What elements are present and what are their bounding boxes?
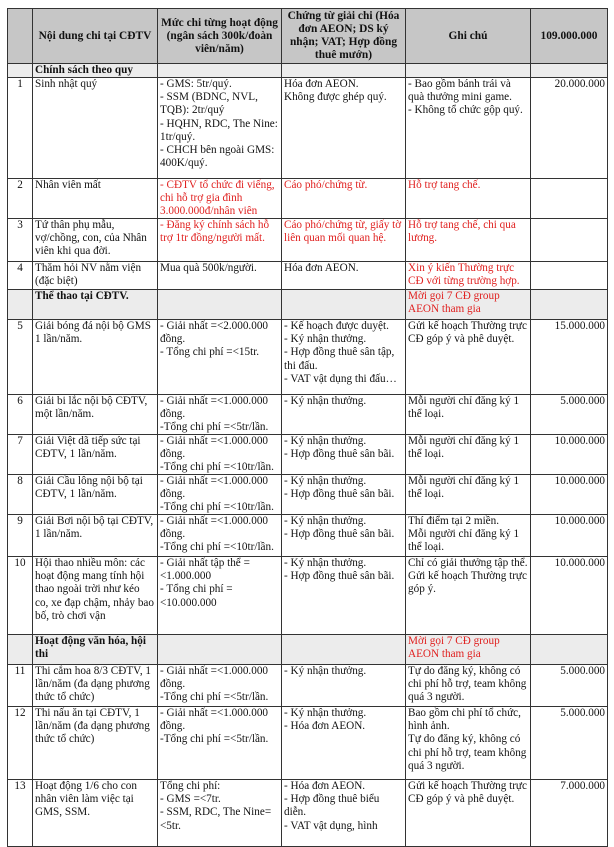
row-note: Gửi kế hoạch Thường trực CĐ góp ý và phê duyệt. bbox=[406, 780, 531, 847]
row-documents: Cáo phó/chứng từ, giấy tờ liên quan mối quan hệ. bbox=[282, 219, 406, 262]
table-row bbox=[8, 395, 608, 435]
row-level: - Giải nhất =<2.000.000 đồng. - Tổng chi phí =<15tr. bbox=[158, 320, 282, 395]
row-stt: 1 bbox=[8, 78, 33, 179]
section-row bbox=[8, 290, 608, 320]
row-level: - Giải nhất =<1.000.000 đồng. -Tổng chi phí =<10tr/lần. bbox=[158, 475, 282, 515]
table-row bbox=[8, 179, 608, 219]
header-row bbox=[8, 9, 608, 64]
row-amount: 7.000.000 bbox=[531, 780, 608, 847]
row-amount: 10.000.000 bbox=[531, 557, 608, 635]
row-amount: 5.000.000 bbox=[531, 707, 608, 780]
row-content: Hội thao nhiều môn: các hoạt động mang tính hội thao ngoài trời như kéo co, xe đạp chậm, nhảy bao bố, trò chơi vận bbox=[33, 557, 158, 635]
row-level: - CĐTV tổ chức đi viếng, chi hỗ trợ gia đình 3.000.000đ/nhân viên bbox=[158, 179, 282, 219]
row-content: Sinh nhật quý bbox=[33, 78, 158, 179]
row-documents: - Ký nhận thưởng. - Hợp đồng thuê sân bãi. bbox=[282, 557, 406, 635]
row-amount: 5.000.000 bbox=[531, 395, 608, 435]
section-row bbox=[8, 635, 608, 665]
row-amount: 10.000.000 bbox=[531, 435, 608, 475]
table-row bbox=[8, 262, 608, 290]
header-total: 109.000.000 bbox=[531, 9, 608, 64]
row-note: Mỗi người chỉ đăng ký 1 thể loại. bbox=[406, 475, 531, 515]
row-stt: 5 bbox=[8, 320, 33, 395]
row-level: - Giải nhất =<1.000.000 đồng. -Tổng chi phí =<5tr/lần. bbox=[158, 395, 282, 435]
row-content: Hoạt động 1/6 cho con nhân viên làm việc tại GMS, SSM. bbox=[33, 780, 158, 847]
row-content: Giải Bơi nội bộ tại CĐTV, 1 lần/năm. bbox=[33, 515, 158, 557]
expense-policy-table bbox=[7, 8, 608, 847]
row-note: Thí điểm tại 2 miền. Mỗi người chỉ đăng ký 1 thể loại. bbox=[406, 515, 531, 557]
row-content: Tứ thân phụ mẫu, vợ/chồng, con, của Nhân viên khi qua đời. bbox=[33, 219, 158, 262]
table-row bbox=[8, 219, 608, 262]
row-content: Thi cắm hoa 8/3 CĐTV, 1 lần/năm (đa dạng phương thức tổ chức) bbox=[33, 665, 158, 707]
section-note: Mời gọi 7 CĐ group AEON tham gia bbox=[406, 290, 531, 320]
row-documents: - Ký nhận thưởng. bbox=[282, 665, 406, 707]
row-stt: 11 bbox=[8, 665, 33, 707]
row-stt: 7 bbox=[8, 435, 33, 475]
row-stt: 3 bbox=[8, 219, 33, 262]
row-level: - Giải nhất =<1.000.000 đồng. -Tổng chi phí =<10tr/lần. bbox=[158, 515, 282, 557]
row-content: Thăm hỏi NV nằm viện (đặc biệt) bbox=[33, 262, 158, 290]
header-note: Ghi chú bbox=[406, 9, 531, 64]
section-note bbox=[406, 64, 531, 78]
row-level: - Đăng ký chính sách hỗ trợ 1tr đồng/người mất. bbox=[158, 219, 282, 262]
row-stt: 4 bbox=[8, 262, 33, 290]
row-level: - Giải nhất =<1.000.000 đồng. -Tổng chi phí =<5tr/lần. bbox=[158, 707, 282, 780]
row-note: Hỗ trợ tang chế. bbox=[406, 179, 531, 219]
section-title: Hoạt động văn hóa, hội thi bbox=[33, 635, 158, 665]
row-amount: 10.000.000 bbox=[531, 475, 608, 515]
header-stt bbox=[8, 9, 33, 64]
table-row bbox=[8, 665, 608, 707]
row-documents: - Ký nhận thưởng. bbox=[282, 395, 406, 435]
row-content: Giải bóng đá nội bộ GMS 1 lần/năm. bbox=[33, 320, 158, 395]
row-level: Mua quà 500k/người. bbox=[158, 262, 282, 290]
row-amount: 10.000.000 bbox=[531, 515, 608, 557]
header-documents: Chứng từ giải chi (Hóa đơn AEON; DS ký nhận; VAT; Hợp đồng thuê mướn) bbox=[282, 9, 406, 64]
row-note: Bao gồm chi phí tổ chức, hình ảnh. Tự do đăng ký, không có chi phí hỗ trợ, team không quá 3 người. bbox=[406, 707, 531, 780]
row-content: Nhân viên mất bbox=[33, 179, 158, 219]
row-amount: 5.000.000 bbox=[531, 665, 608, 707]
row-amount bbox=[531, 262, 608, 290]
table-row bbox=[8, 515, 608, 557]
header-level: Mức chi từng hoạt động (ngân sách 300k/đoàn viên/năm) bbox=[158, 9, 282, 64]
row-stt: 2 bbox=[8, 179, 33, 219]
section-title: Chính sách theo quy bbox=[33, 64, 158, 78]
section-note: Mời gọi 7 CĐ group AEON tham gia bbox=[406, 635, 531, 665]
row-stt: 6 bbox=[8, 395, 33, 435]
row-level: - Giải nhất tập thể =<1.000.000 - Tổng chi phí =<10.000.000 bbox=[158, 557, 282, 635]
row-note: Hỗ trợ tang chế, chi qua lương. bbox=[406, 219, 531, 262]
row-note: Tự do đăng ký, không có chi phí hỗ trợ, team không quá 3 người. bbox=[406, 665, 531, 707]
row-stt: 10 bbox=[8, 557, 33, 635]
row-documents: - Ký nhận thưởng. - Hợp đồng thuê sân bãi. bbox=[282, 435, 406, 475]
row-note: Xin ý kiến Thường trực CĐ với từng trường hợp. bbox=[406, 262, 531, 290]
row-stt: 9 bbox=[8, 515, 33, 557]
row-content: Giải Cầu lông nội bộ tại CĐTV, 1 lần/năm. bbox=[33, 475, 158, 515]
header-content: Nội dung chi tại CĐTV bbox=[33, 9, 158, 64]
row-documents: - Ký nhận thưởng. - Hợp đồng thuê sân bãi. bbox=[282, 475, 406, 515]
table-row bbox=[8, 320, 608, 395]
row-stt: 12 bbox=[8, 707, 33, 780]
table-row bbox=[8, 780, 608, 847]
row-stt: 8 bbox=[8, 475, 33, 515]
row-content: Giải Việt dã tiếp sức tại CĐTV, 1 lần/năm. bbox=[33, 435, 158, 475]
row-level: - Giải nhất =<1.000.000 đồng. -Tổng chi phí =<5tr/lần. bbox=[158, 665, 282, 707]
row-level: - GMS: 5tr/quý. - SSM (BDNC, NVL, TQB): 2tr/quý - HQHN, RDC, The Nine: 1tr/quý. - CHCH bên ngoài GMS: 400K/quý. bbox=[158, 78, 282, 179]
row-note: Chỉ có giải thưởng tập thể. Gửi kế hoạch Thường trực góp ý. bbox=[406, 557, 531, 635]
row-documents: Hóa đơn AEON. Không được ghép quý. bbox=[282, 78, 406, 179]
row-note: Gửi kế hoạch Thường trực CĐ góp ý và phê duyệt. bbox=[406, 320, 531, 395]
row-amount bbox=[531, 179, 608, 219]
section-title: Thể thao tại CĐTV. bbox=[33, 290, 158, 320]
row-amount: 20.000.000 bbox=[531, 78, 608, 179]
row-documents: - Hóa đơn AEON. - Hợp đồng thuê biểu diễn. - VAT vật dụng, hình bbox=[282, 780, 406, 847]
row-documents: - Ký nhận thưởng. - Hóa đơn AEON. bbox=[282, 707, 406, 780]
row-content: Thi nấu ăn tại CĐTV, 1 lần/năm (đa dạng phương thức tổ chức) bbox=[33, 707, 158, 780]
row-note: - Bao gồm bánh trái và quà thưởng mini game. - Không tổ chức gộp quý. bbox=[406, 78, 531, 179]
table-row bbox=[8, 475, 608, 515]
row-documents: - Kế hoạch được duyệt. - Ký nhận thưởng. - Hợp đồng thuê sân tập, thi đấu. - VAT vật dụng thi đấu… bbox=[282, 320, 406, 395]
row-note: Mỗi người chỉ đăng ký 1 thể loại. bbox=[406, 395, 531, 435]
table-row bbox=[8, 78, 608, 179]
row-amount bbox=[531, 219, 608, 262]
row-documents: - Ký nhận thưởng. - Hợp đồng thuê sân bãi. bbox=[282, 515, 406, 557]
row-documents: Cáo phó/chứng từ. bbox=[282, 179, 406, 219]
table-row bbox=[8, 557, 608, 635]
row-documents: Hóa đơn AEON. bbox=[282, 262, 406, 290]
row-stt: 13 bbox=[8, 780, 33, 847]
row-note: Mỗi người chỉ đăng ký 1 thể loại. bbox=[406, 435, 531, 475]
row-level: - Giải nhất =<1.000.000 đồng. -Tổng chi phí =<10tr/lần. bbox=[158, 435, 282, 475]
section-row bbox=[8, 64, 608, 78]
row-content: Giải bi lắc nội bộ CĐTV, một lần/năm. bbox=[33, 395, 158, 435]
row-level: Tổng chi phí: - GMS =<7tr. - SSM, RDC, The Nine=<5tr. bbox=[158, 780, 282, 847]
table-row bbox=[8, 707, 608, 780]
row-amount: 15.000.000 bbox=[531, 320, 608, 395]
table-row bbox=[8, 435, 608, 475]
